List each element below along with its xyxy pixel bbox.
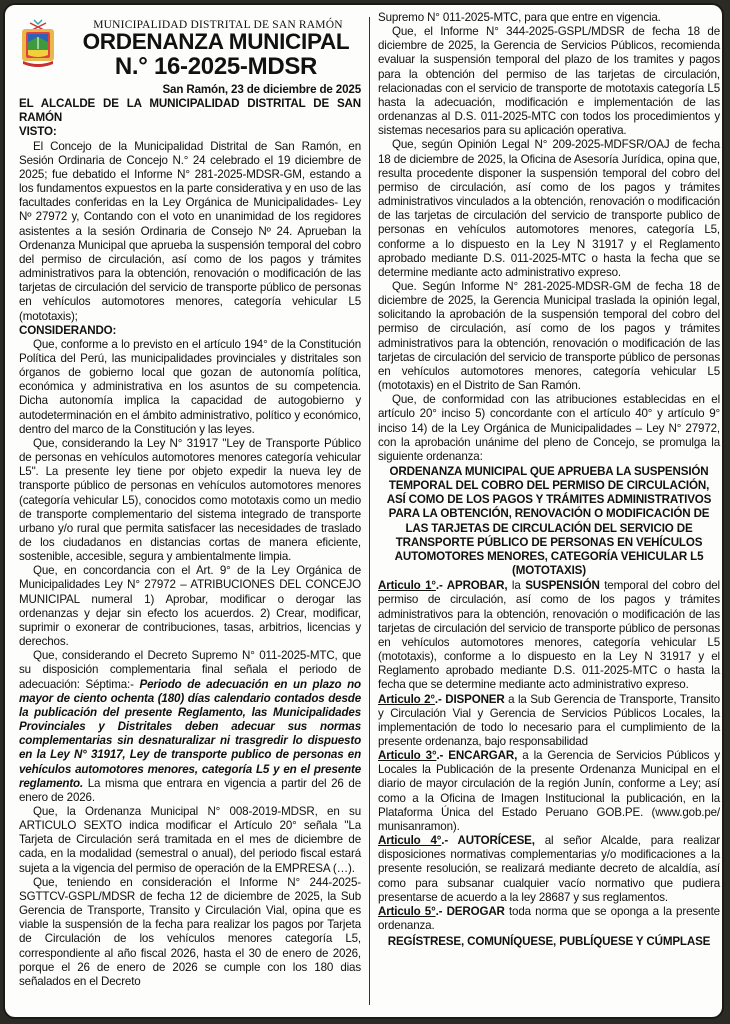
- article-verb: DEROGAR: [446, 904, 505, 918]
- article-4: [378, 834, 720, 905]
- article-5: [378, 905, 720, 933]
- considerando-paragraph: Que, teniendo en consideración el Informe N° 244-2025-SGTTCV-GSPL/MDSR de fecha 12 de diciembre de 2025, la Sub Gerencia de Transporte, Transito y Circulación Vial, opina que es viable la suspensión de la fecha para realizar los pagos por Tarjeta de Circulación de los vehículos menores categoría L5, correspondiente al año fiscal 2026, hasta el 30 de enero de 2026, porque el 26 de enero de 2026 se cumple con los 180 dias señalados en el Decreto: [19, 875, 361, 988]
- municipality-name: MUNICIPALIDAD DISTRITAL DE SAN RAMÓN: [93, 19, 343, 31]
- right-column: [378, 5, 720, 1017]
- decreto-lead: Que, considerando el Decreto Supremo N° 011-2025-MTC, que su disposición complementaria final señala el periodo de adecuación: Séptima:-: [19, 649, 361, 691]
- article-verb: APROBAR,: [446, 579, 508, 593]
- decreto-quote: Periodo de adecuación en un plazo no mayor de ciento ochenta (180) días calendario contados desde la publicación del presente Reglamento, las Municipalidades Provinciales y Distritales deben adecuar sus normas complementarias sin desnaturalizar ni trasgredir lo dispuesto en la Ley N° 31917, Ley de transporte publico de personas en vehículos automotores menores, categoría L5 y en el presente reglamento.: [19, 677, 361, 790]
- article-separator: .-: [436, 749, 449, 763]
- continuation-text: Supremo N° 011-2025-MTC, para que entre en vigencia.: [378, 11, 661, 24]
- article-separator: .-: [434, 692, 446, 706]
- ordinance-number: N.° 16-2025-MDSR: [114, 53, 318, 80]
- article-1: [378, 579, 720, 692]
- visto-heading: VISTO:: [19, 125, 57, 139]
- decreto-paragraph: [19, 649, 361, 805]
- article-label: Articulo 2°: [378, 692, 435, 706]
- considerando-heading: CONSIDERANDO:: [19, 323, 117, 337]
- article-text: temporal del cobro del permiso de circulación, así como de los pagos y trámites administrativos para la obtención, renovación o modificación de las tarjetas de circulación del servicio de transporte público de personas en vehículos automotores menores, categoría vehicular L5 (mototaxis), conforme a lo dispuesto en la Ley N 31917 y el Reglamento aprobado mediante D.S. 011-2025-MTC o hasta la fecha que se determine mediante acto administrativo expreso.: [378, 579, 720, 692]
- considerando-paragraph: Que, la Ordenanza Municipal N° 008-2019-MDSR, en su ARTICULO SEXTO indica modificar el Artículo 20° señala "La Tarjeta de Circulación será tramitada en el mes de diciembre de cada, en la modalidad (semestral o anual), del periodo fiscal estará sujeta a la vigencia del permiso de operación de la EMPRESA (…).: [19, 804, 361, 875]
- article-label: Articulo 4°: [378, 834, 442, 848]
- article-verb: DISPONER: [445, 692, 505, 706]
- considerando-paragraph: Que, de conformidad con las atribuciones establecidas en el artículo 20° inciso 5) concordante con el artículo 40° y artículo 9° inciso 14) de la Ley Orgánica de Municipalidades – Ley N° 27972, con la aprobación unánime del pleno de Concejo, se promulga la siguiente ordenanza:: [378, 393, 720, 463]
- article-separator: .-: [435, 579, 447, 593]
- considerando-paragraph: Que, conforme a lo previsto en el artículo 194° de la Constitución Política del Perú, las municipalidades provinciales y distritales son órganos de gobierno local que gozan de autonomía política, económica y administrativa en los asuntos de su competencia. Dicha autonomía implica la capacidad de autogobierno y autodeterminación en el ámbito administrativo, político y económico, dentro del marco de la Constitución y las leyes.: [19, 337, 361, 436]
- column-divider: [369, 17, 370, 1005]
- article-verb: ENCARGAR,: [448, 749, 518, 763]
- article-text: al señor Alcalde, para realizar disposiciones normativas complementarias y/o modificaciones a la presente resolución, se realizará mediante decreto de alcaldía, así como para subsanar cualquier vacío normativo que pudiera presentarse de acuerdo a la ley 28687 y sus reglamentos.: [378, 834, 720, 904]
- considerando-paragraph: Que, el Informe N° 344-2025-GSPL/MDSR de fecha 18 de diciembre de 2025, la Gerencia de Servicios Públicos, recomienda evaluar la suspensión temporal del plazo de los tramites y pagos para la obtención del permiso de las tarjetas de circulación, relacionadas con el servicio de transporte de mototaxis categoría L5 hasta la adecuación, modificación e implementación de las ordenanzas al D.S. 011-2025-MTC con todos los procedimientos y sistemas necesarios para su aplicación operativa.: [378, 25, 720, 138]
- article-separator: .-: [435, 904, 447, 918]
- article-2: [378, 693, 720, 750]
- considerando-paragraph: Que, en concordancia con el Art. 9° de la Ley Orgánica de Municipalidades Ley N° 27972 – ATRIBUCIONES DEL CONCEJO MUNICIPAL numeral 1) Aprobar, modificar o derogar las ordenanzas y dejar sin efecto los acuerdos. 2) Crear, modificar, suprimir o exonerar de contribuciones, tasas, arbitrios, licencias y derechos.: [19, 564, 361, 649]
- considerando-paragraph: Que, según Opinión Legal N° 209-2025-MDFSR/OAJ de fecha 18 de diciembre de 2025, la Oficina de Asesoría Jurídica, opina que, resulta procedente disponer la suspensión temporal del cobro del permiso de circulación, así como de los pagos y trámites administrativos vinculados a la obtención, renovación o modificación de las tarjetas de circulación del servicio de transporte publico de personas en vehículos automotores menores, categoría L5, conforme a lo dispuesto en la Ley N 31917 y el Reglamento aprobado mediante D.S. 011-2025-MTC o hasta la fecha que se determine mediante acto administrativo expreso.: [378, 138, 720, 279]
- ordinance-title: ORDENANZA MUNICIPAL: [82, 29, 350, 54]
- article-text: a la Gerencia de Servicios Públicos y Locales la Publicación de la presente Ordenanza Municipal en el diario de mayor circulación de la región Junín, conforme a Ley; así como a la Oficina de Imagen Institucional la publicación, en la Plataforma Única del Estado Peruano GOB.PE. (www.gob.pe/ munisanramon).: [378, 749, 720, 833]
- visto-paragraph: El Concejo de la Municipalidad Distrital de San Ramón, en Sesión Ordinaria de Concejo N.° 24 celebrado el 19 diciembre de 2025; fue debatido el Informe N° 281-2025-MDSR-GM, estando a los fundamentos expuestos en la parte considerativa y en uso de las facultades conferidas en la Ley Orgánica de Municipalidades- Ley Nº 27972 y, Contando con el voto en unanimidad de los regidores asistentes a la sesión Ordinaria de Consejo Nº 24. Aprueban la Ordenanza Municipal que aprueba la suspensión temporal del cobro del permiso de circulación, así como de los pagos y trámites administrativos para la obtención, renovación o modificación de las tarjetas de circulación del servicio de transporte público de personas en vehículos automotores menores, categoría vehicular L5 (mototaxis);: [19, 139, 361, 323]
- closing-formula: REGÍSTRESE, COMUNÍQUESE, PUBLÍQUESE Y CÚMPLASE: [387, 935, 711, 949]
- ordinance-full-title: ORDENANZA MUNICIPAL QUE APRUEBA LA SUSPENSIÓN TEMPORAL DEL COBRO DEL PERMISO DE CIRCULACIÓN, ASÍ COMO DE LOS PAGOS Y TRÁMITES ADMINISTRATIVOS PARA LA OBTENCIÓN, RENOVACIÓN O MODIFICACIÓN DE LAS TARJETAS DE CIRCULACIÓN DEL SERVICIO DE TRANSPORTE PÚBLICO DE PERSONAS EN VEHÍCULOS AUTOMOTORES MENORES, CATEGORÍA VEHICULAR L5 (MOTOTAXIS): [386, 465, 712, 578]
- article-verb: AUTORÍCESE,: [457, 834, 535, 848]
- coat-of-arms-icon: [20, 17, 56, 69]
- ordinance-page: [3, 3, 724, 1019]
- article-label: Articulo 1°: [378, 579, 436, 593]
- considerando-paragraph: Que, considerando la Ley N° 31917 "Ley de Transporte Público de personas en vehículos automotores menores categoría vehicular L5". La presente ley tiene por objeto expedir la nueva ley de transporte público de personas en vehículos automotores menores (categoría vehicular L5), conocidos como mototaxis como un medio de transporte complementario del sistema integrado de transporte urbano y/o rural que permita satisfacer las necesidades de traslado de los ciudadanos en distancias cortas de manera eficiente, sostenible, accesible, segura y ambientalmente limpia.: [19, 436, 361, 564]
- article-separator: .-: [441, 834, 458, 848]
- article-keyword: SUSPENSIÓN: [525, 579, 600, 593]
- article-label: Articulo 3°: [378, 749, 437, 763]
- article-text: toda norma que se oponga a la presente ordenanza.: [378, 904, 720, 932]
- article-3: [378, 749, 720, 834]
- issue-date: San Ramón, 23 de diciembre de 2025: [162, 83, 361, 96]
- left-column: [19, 5, 361, 1017]
- article-text: la: [507, 579, 526, 593]
- article-text: a la Sub Gerencia de Transporte, Transito y Circulación Vial y Gerencia de Servicios Públicos Locales, la implementación de todo lo necesario para el cumplimiento de la presente ordenanza, bajo responsabilidad: [378, 692, 720, 748]
- document-header: [19, 11, 361, 87]
- mayor-heading: EL ALCALDE DE LA MUNICIPALIDAD DISTRITAL DE SAN RAMÓN: [19, 97, 361, 125]
- considerando-paragraph: Que. Según Informe N° 281-2025-MDSR-GM de fecha 18 de diciembre de 2025, la Gerencia Municipal traslada la opinión legal, solicitando la aprobación de la suspensión temporal del cobro del permiso de circulación, así como de los pagos y trámites administrativos para la obtención, renovación o modificación de las tarjetas de circulación del servicio de transporte público de personas en vehículos automotores menores, categoría vehicular L5 (mototaxis) en el Distrito de San Ramón.: [378, 279, 720, 393]
- article-label: Articulo 5°: [378, 904, 436, 918]
- decreto-tail: La misma que entrara en vigencia a partir del 26 de enero de 2026.: [19, 776, 361, 804]
